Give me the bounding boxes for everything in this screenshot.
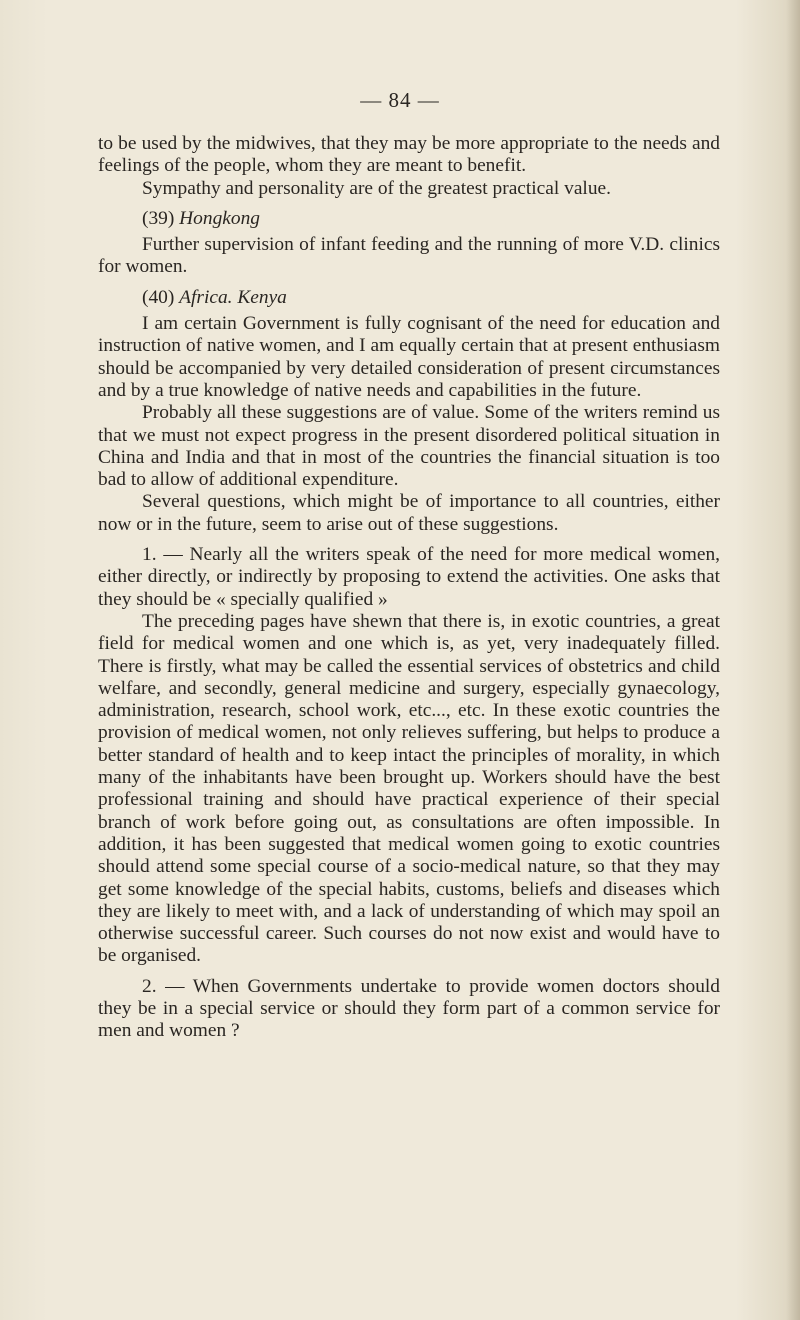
- paragraph-point-2: 2. — When Governments undertake to provide women doctors should they be in a special service or should they form part of a common service for men and women ?: [98, 975, 720, 1042]
- section-place: Africa. Kenya: [179, 286, 287, 308]
- paragraph-point-1: 1. — Nearly all the writers speak of the need for more medical women, either directly, or indirectly by proposing to extend the activities. One asks that they should be « specially qualified »: [98, 544, 720, 610]
- paragraph-sympathy: Sympathy and personality are of the greatest practical value.: [142, 177, 611, 199]
- paragraph-suggestions: Probably all these suggestions are of value. Some of the writers remind us that we must not expect progress in the present disordered political situation in China and India and that in most of the countries the financial situation is too bad to allow of additional expenditure.: [98, 402, 720, 491]
- section-heading-39: [98, 208, 720, 230]
- paragraph-hongkong: Further supervision of infant feeding and the running of more V.D. clinics for women.: [98, 234, 720, 278]
- page-body: [98, 133, 720, 1043]
- paragraph-questions: Several questions, which might be of importance to all countries, either now or in the future, seem to arise out of these suggestions.: [98, 491, 720, 535]
- section-number: (39): [142, 207, 175, 229]
- paragraph-kenya: I am certain Government is fully cognisant of the need for education and instruction of native women, and I am equally certain that at present enthusiasm should be accompanied by very detailed consideration of present circumstances and by a true knowledge of native needs and capabilities in the future.: [98, 313, 720, 401]
- page-edge-shadow: [786, 0, 800, 1320]
- section-number: (40): [142, 286, 175, 308]
- section-place: Hongkong: [179, 207, 260, 229]
- paragraph-continuation: to be used by the midwives, that they may be more appropriate to the needs and feelings of the people, whom they are meant to benefit.: [98, 133, 720, 177]
- page-number: — 84 —: [360, 88, 440, 112]
- section-heading-40: [98, 287, 720, 309]
- paragraph-preceding-pages: The preceding pages have shewn that there is, in exotic countries, a great field for medical women and one which is, as yet, very inadequately filled. There is firstly, what may be called the essential services of obstetrics and child welfare, and secondly, general medicine and surgery, especially gynaecology, administration, research, school work, etc..., etc. In these exotic countries the provision of medical women, not only relieves suffering, but helps to produce a better standard of health and to keep intact the principles of morality, in which many of the inhabitants have been brought up. Workers should have the best professional training and should have practical experience of their special branch of work before going out, as consultations are often impossible. In addition, it has been suggested that medical women going to exotic countries should attend some special course of a socio-medical nature, so that they may get some knowledge of the special habits, customs, beliefs and diseases which they are likely to meet with, and a lack of understanding of which may spoil an otherwise successful career. Such courses do not now exist and would have to be organised.: [98, 610, 720, 967]
